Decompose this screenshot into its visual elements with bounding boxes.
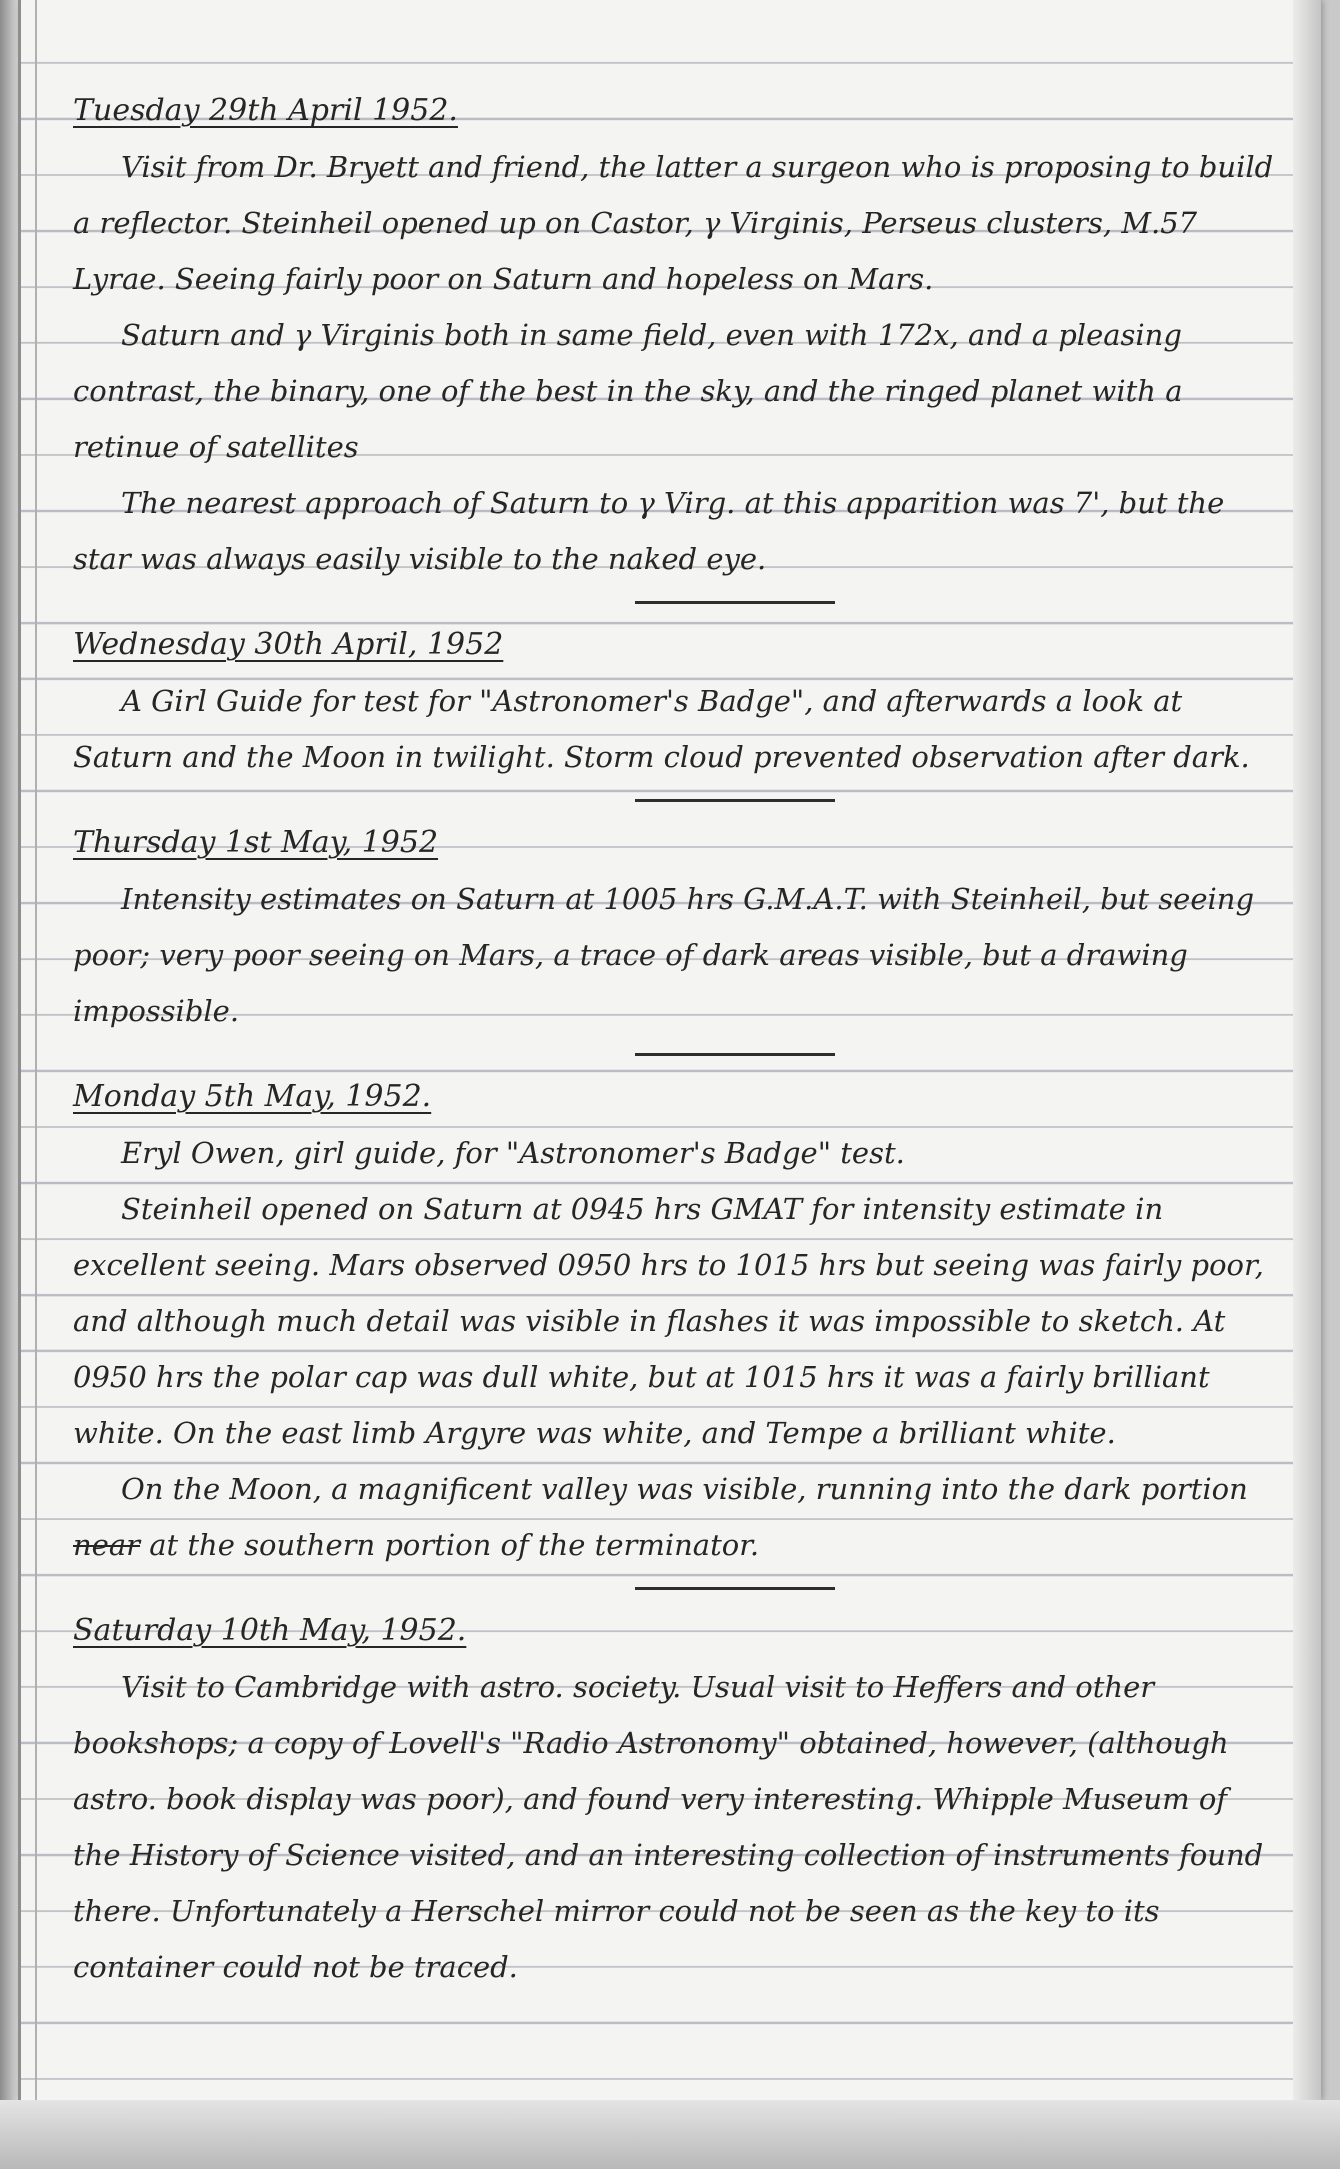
moon-paragraph-end: the southern portion of the terminator.	[187, 1528, 760, 1562]
notebook-binding-edge	[0, 0, 18, 2169]
entry-date: Wednesday 30th April, 1952	[73, 627, 504, 662]
notebook-page	[18, 0, 1321, 2100]
journal-entry-5-may	[73, 1068, 1283, 1573]
entry-paragraph: Steinheil opened on Saturn at 0945 hrs GMAT for intensity estimate in excellent seeing. Mars observed 0950 hrs to 1015 hrs but seeing was fairly poor, and although much detail was visible in flashes it was impossible to sketch. At 0950 hrs the polar cap was dull white, but at 1015 hrs it was a fairly brilliant white. On the east limb Argyre was white, and Tempe a brilliant white.	[73, 1192, 1264, 1450]
journal-entry-10-may	[73, 1602, 1283, 1995]
entry-divider	[635, 601, 835, 604]
entry-date: Tuesday 29th April 1952.	[73, 93, 458, 128]
entry-date: Thursday 1st May, 1952	[73, 825, 439, 860]
scan-bottom-edge	[0, 2100, 1340, 2169]
journal-entry-29-april	[73, 82, 1283, 587]
entry-paragraph: Intensity estimates on Saturn at 1005 hrs G.M.A.T. with Steinheil, but seeing poor; very poor seeing on Mars, a trace of dark areas visible, but a drawing impossible.	[73, 882, 1255, 1028]
entry-paragraph: The nearest approach of Saturn to γ Virg. at this apparition was 7', but the star was always easily visible to the naked eye.	[73, 486, 1225, 576]
entry-date: Monday 5th May, 1952.	[73, 1079, 432, 1114]
entry-date: Saturday 10th May, 1952.	[73, 1613, 467, 1648]
moon-paragraph-start: On the Moon, a magnificent valley was visible, running into the dark portion	[121, 1472, 1248, 1506]
entry-paragraph: A Girl Guide for test for "Astronomer's Badge", and afterwards a look at Saturn and the Moon in twilight. Storm cloud prevented observation after dark.	[73, 684, 1250, 774]
entry-paragraph: Visit from Dr. Bryett and friend, the latter a surgeon who is proposing to build a reflector. Steinheil opened up on Castor, γ Virginis, Perseus clusters, M.57 Lyrae. Seeing fairly poor on Saturn and hopeless on Mars.	[73, 150, 1274, 296]
moon-paragraph	[73, 1461, 1283, 1573]
entry-divider	[635, 1587, 835, 1590]
journal-entry-1-may	[73, 814, 1283, 1039]
entry-paragraph: Visit to Cambridge with astro. society. Usual visit to Heffers and other bookshops; a copy of Lovell's "Radio Astronomy" obtained, however, (although astro. book display was poor), and found very interesting. Whipple Museum of the History of Science visited, and an interesting collection of instruments found there. Unfortunately a Herschel mirror could not be seen as the key to its container could not be traced.	[73, 1670, 1264, 1984]
journal-content	[73, 82, 1283, 1995]
journal-entry-30-april	[73, 616, 1283, 785]
struck-word: near	[73, 1528, 140, 1562]
entry-paragraph: Saturn and γ Virginis both in same field, even with 172x, and a pleasing contrast, the binary, one of the best in the sky, and the ringed planet with a retinue of satellites	[73, 318, 1183, 464]
inserted-word: at	[149, 1528, 179, 1562]
entry-paragraph: Eryl Owen, girl guide, for "Astronomer's Badge" test.	[121, 1136, 905, 1170]
entry-divider	[635, 1053, 835, 1056]
entry-divider	[635, 799, 835, 802]
